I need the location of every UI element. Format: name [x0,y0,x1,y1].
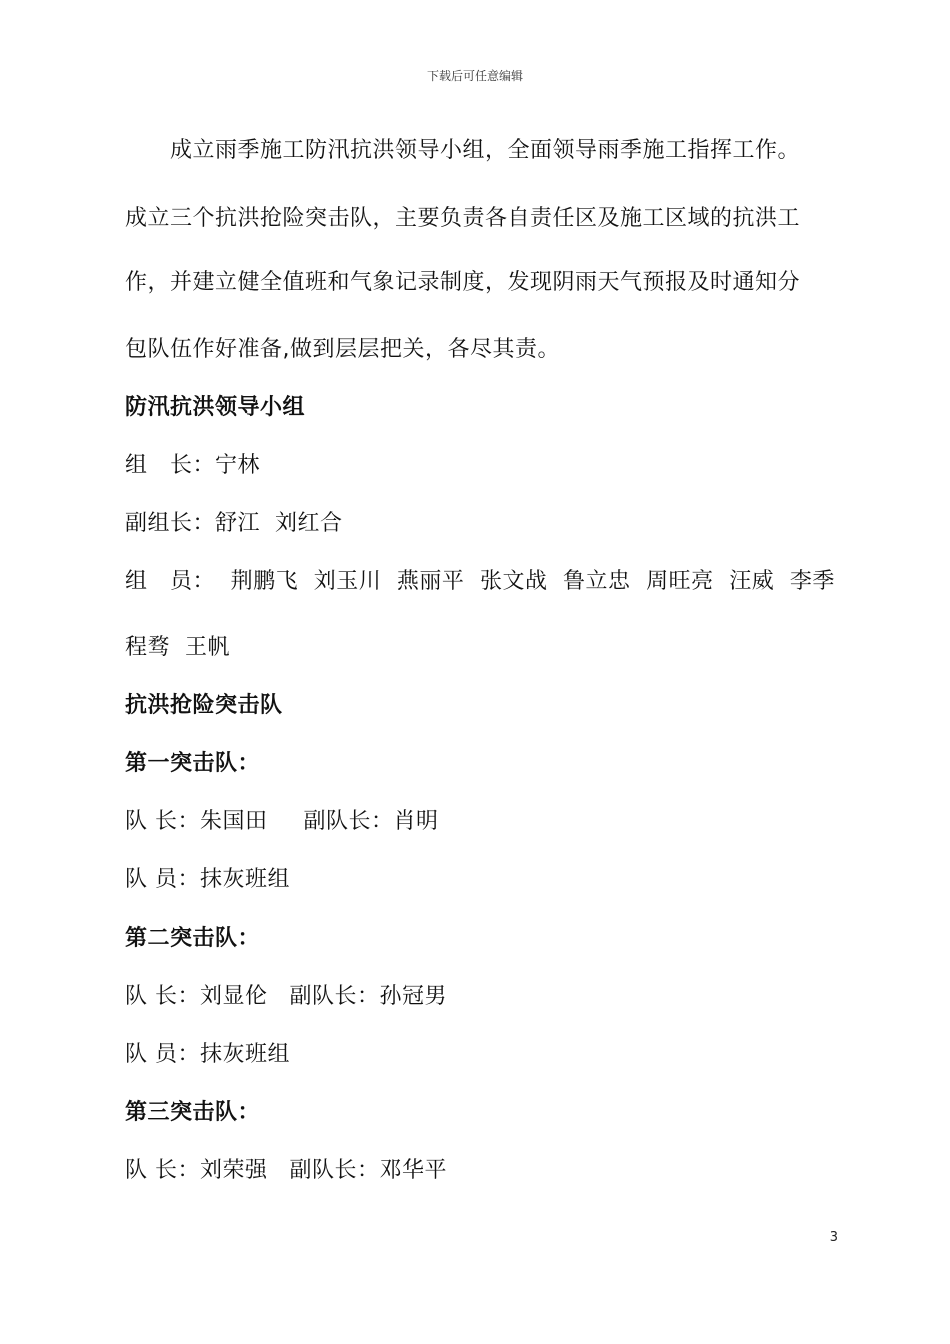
deputy-label: 副组长： [125,511,216,536]
leader-label: 组 长： [125,453,216,478]
squad-1-title: 第一突击队： [125,751,261,776]
member-name: 张文战 [479,569,548,594]
captain-name: 朱国田 [200,809,268,834]
member-name: 刘玉川 [313,569,382,594]
member-name: 周旺亮 [646,569,714,594]
leadership-title: 防汛抗洪领导小组 [125,395,306,420]
vice-label: 副队长： [303,809,394,834]
leader-name: 宁林 [215,453,261,478]
crew-name: 抹灰班组 [200,1042,291,1067]
member-name: 汪威 [729,569,775,594]
vice-name: 孙冠男 [379,984,448,1009]
squad-1-captain-row [125,807,439,837]
page-number: 3 [829,1230,838,1245]
captain-label: 队 长： [125,984,200,1009]
captain-label: 队 长： [125,1158,200,1183]
crew-name: 抹灰班组 [200,867,291,892]
intro-line-3: 作，并建立健全值班和气象记录制度，发现阴雨天气预报及时通知分 [125,270,801,295]
member-name: 鲁立忠 [563,569,631,594]
captain-label: 队 长： [125,809,200,834]
crew-label: 队 员： [125,1042,200,1067]
squad-2-title: 第二突击队： [125,926,261,951]
captain-name: 刘显伦 [200,984,268,1009]
vice-label: 副队长： [289,1158,380,1183]
intro-line-1: 成立雨季施工防汛抗洪领导小组，全面领导雨季施工指挥工作。 [170,138,801,163]
squad-2-captain-row [125,982,447,1012]
deputy-names: 舒江 刘红合 [215,511,343,536]
header-note: 下载后可任意编辑 [426,69,523,83]
members-label: 组 员： [125,569,216,594]
squad-3-title: 第三突击队： [125,1100,261,1125]
member-name: 燕丽平 [396,569,465,594]
squad-1-crew-row [125,865,290,895]
intro-line-2-text: 成立三个抗洪抢险突击队，主要负责各自责任区及施工区域的抗洪工 [125,206,801,231]
member-name: 李季 [789,569,835,594]
captain-name: 刘荣强 [200,1158,268,1183]
squads-title: 抗洪抢险突击队 [125,693,283,718]
crew-label: 队 员： [125,867,200,892]
vice-name: 肖明 [393,809,439,834]
members-row [125,567,835,597]
members-continued: 程骛 王帆 [125,635,230,660]
squad-2-crew-row [125,1040,290,1070]
intro-line-4: 包队伍作好准备,做到层层把关，各尽其责。 [125,337,560,362]
leader-row [125,451,260,481]
vice-label: 副队长： [289,984,380,1009]
deputy-row [125,509,343,539]
vice-name: 邓华平 [379,1158,448,1183]
intro-line-2 [125,204,835,234]
squad-3-captain-row [125,1156,447,1186]
member-name: 荆鹏飞 [230,569,299,594]
